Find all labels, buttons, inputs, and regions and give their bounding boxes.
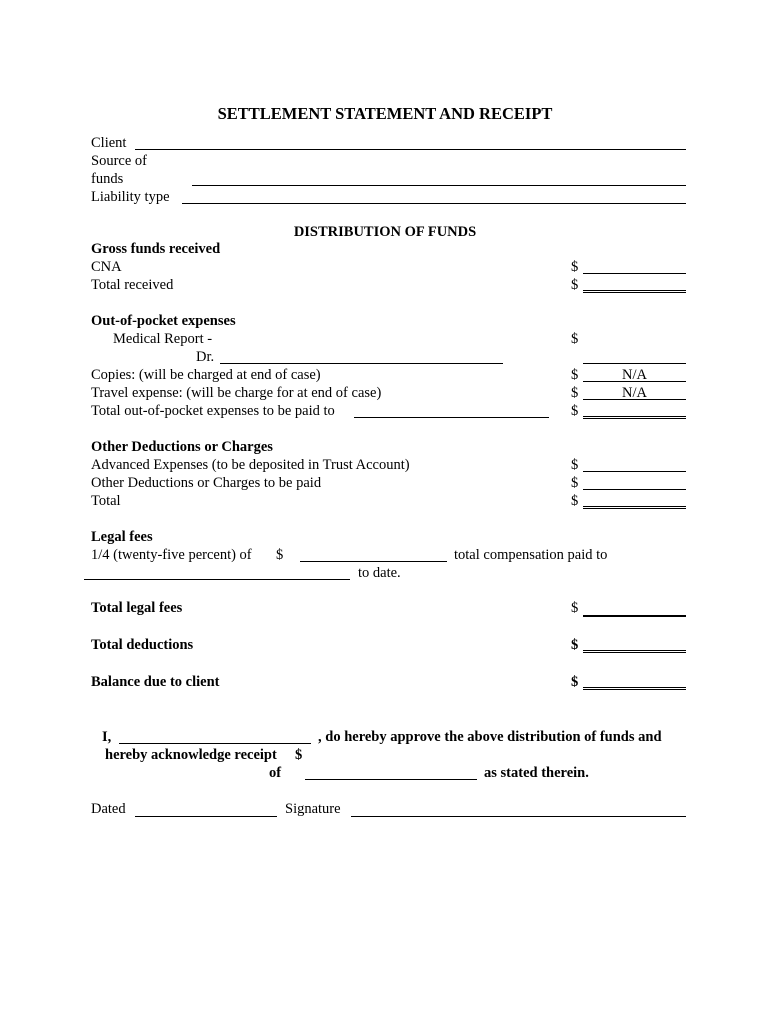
advanced-amount-line[interactable]	[583, 471, 686, 472]
total-legal-fees-amount-line[interactable]	[583, 615, 686, 617]
receipt-of-label: of	[269, 765, 282, 781]
total-received-dollar: $	[571, 277, 579, 293]
advanced-dollar: $	[571, 457, 579, 473]
cna-amount-line[interactable]	[583, 273, 686, 274]
legal-payee-line[interactable]	[84, 579, 350, 580]
legal-fraction-label: 1/4 (twenty-five percent) of	[91, 547, 252, 563]
other-charges-label: Other Deductions or Charges to be paid	[91, 475, 322, 491]
other-total-amount-line[interactable]	[583, 506, 686, 509]
liability-label: Liability type	[91, 189, 170, 205]
total-received-label: Total received	[91, 277, 174, 293]
total-legal-fees-label: Total legal fees	[91, 600, 183, 616]
oop-total-label: Total out-of-pocket expenses to be paid to	[91, 403, 335, 419]
signature-field-line[interactable]	[351, 816, 686, 817]
date-field-line[interactable]	[135, 816, 277, 817]
signature-label: Signature	[285, 801, 341, 817]
travel-dollar: $	[571, 385, 579, 401]
cna-label: CNA	[91, 259, 122, 275]
legal-comp-label: total compensation paid to	[454, 547, 608, 563]
client-field-line[interactable]	[135, 149, 686, 150]
dr-name-line[interactable]	[220, 363, 503, 364]
advanced-label: Advanced Expenses (to be deposited in Trust Account)	[91, 457, 410, 473]
oop-heading: Out-of-pocket expenses	[91, 313, 236, 329]
stated-text: as stated therein.	[484, 765, 589, 781]
gross-heading: Gross funds received	[91, 241, 221, 257]
legal-heading: Legal fees	[91, 529, 153, 545]
other-heading: Other Deductions or Charges	[91, 439, 273, 455]
approval-text: , do hereby approve the above distribution of funds and	[318, 729, 662, 745]
dated-label: Dated	[91, 801, 126, 817]
distribution-heading: DISTRIBUTION OF FUNDS	[293, 224, 477, 240]
copies-value: N/A	[622, 367, 647, 383]
other-total-label: Total	[91, 493, 121, 509]
receipt-text: hereby acknowledge receipt	[105, 747, 277, 763]
oop-total-amount-line[interactable]	[583, 416, 686, 419]
total-deductions-label: Total deductions	[91, 637, 194, 653]
receipt-dollar: $	[295, 747, 303, 763]
total-deductions-dollar: $	[571, 637, 579, 653]
client-name-line[interactable]	[119, 743, 311, 744]
copies-amount-line[interactable]	[583, 381, 686, 382]
other-charges-dollar: $	[571, 475, 579, 491]
balance-amount-line[interactable]	[583, 687, 686, 690]
copies-label: Copies: (will be charged at end of case)	[91, 367, 321, 383]
legal-dollar: $	[276, 547, 284, 563]
source-label-line2: funds	[91, 171, 124, 187]
travel-label: Travel expense: (will be charge for at end of case)	[91, 385, 382, 401]
other-total-dollar: $	[571, 493, 579, 509]
to-date-label: to date.	[358, 565, 401, 581]
medical-report-label: Medical Report -	[113, 331, 213, 347]
legal-compensation-amount-line[interactable]	[300, 561, 447, 562]
total-legal-fees-dollar: $	[571, 600, 579, 616]
document-title: SETTLEMENT STATEMENT AND RECEIPT	[217, 104, 553, 123]
receipt-amount-line[interactable]	[305, 779, 477, 780]
source-field-line[interactable]	[192, 185, 686, 186]
total-deductions-amount-line[interactable]	[583, 650, 686, 653]
source-label-line1: Source of	[91, 153, 147, 169]
total-received-amount-line[interactable]	[583, 290, 686, 293]
copies-dollar: $	[571, 367, 579, 383]
cna-dollar: $	[571, 259, 579, 275]
travel-amount-line[interactable]	[583, 399, 686, 400]
dr-label: Dr.	[196, 349, 215, 365]
travel-value: N/A	[622, 385, 647, 401]
other-charges-amount-line[interactable]	[583, 489, 686, 490]
oop-total-dollar: $	[571, 403, 579, 419]
oop-payee-line[interactable]	[354, 417, 549, 418]
balance-dollar: $	[571, 674, 579, 690]
medical-dollar: $	[571, 331, 579, 347]
client-label: Client	[91, 135, 127, 151]
approval-i-label: I,	[102, 729, 112, 745]
medical-amount-line[interactable]	[583, 363, 686, 364]
liability-field-line[interactable]	[182, 203, 686, 204]
balance-label: Balance due to client	[91, 674, 220, 690]
